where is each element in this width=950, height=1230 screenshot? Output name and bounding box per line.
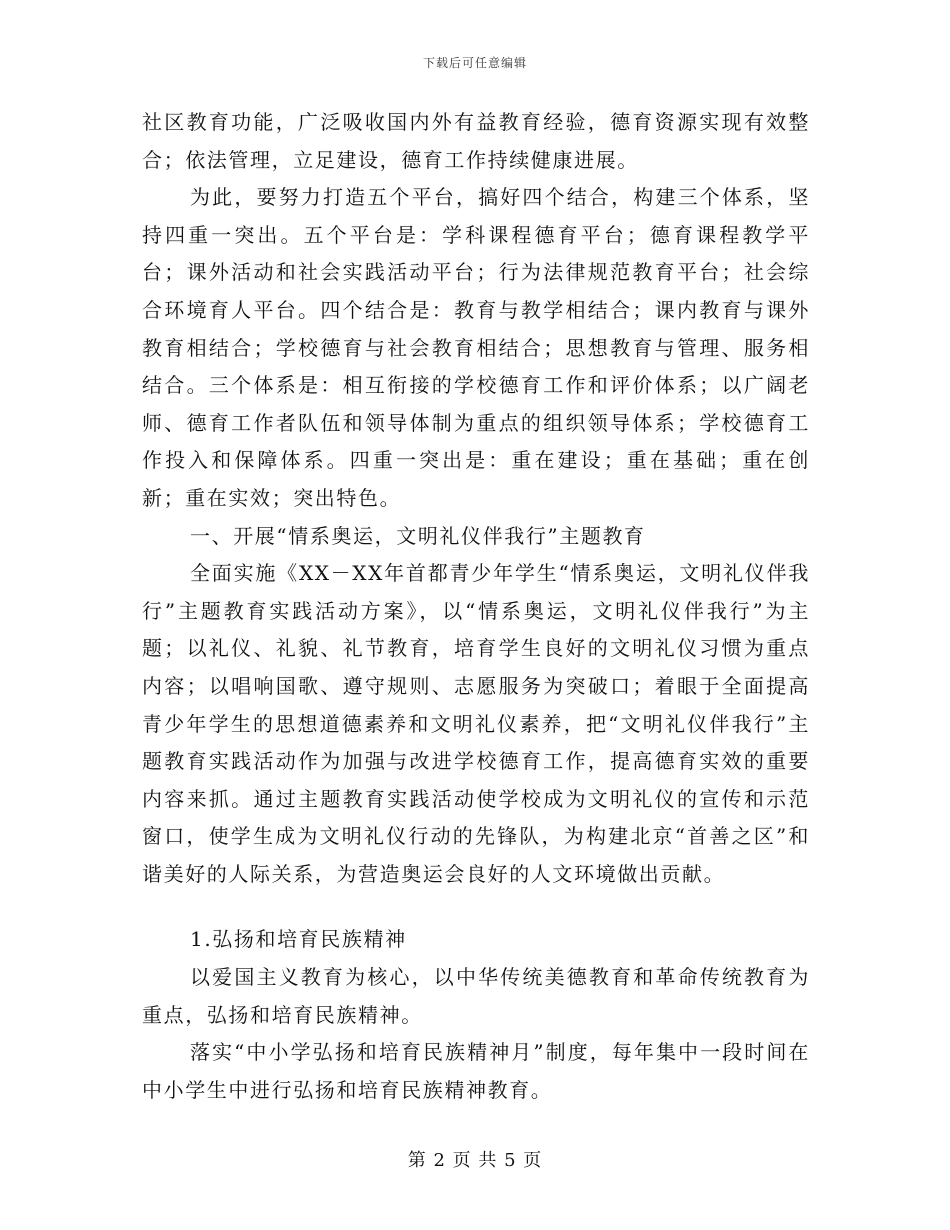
subsection-heading: 1.弘扬和培育民族精神 [190, 927, 407, 952]
page-number: 第 2 页 共 5 页 [407, 1150, 543, 1171]
page-header: 下载后可任意编辑 [422, 56, 527, 70]
section-heading: 一、开展“情系奥运，文明礼仪伴我行”主题教育 [190, 523, 646, 548]
paragraph-platforms: 为此，要努力打造五个平台，搞好四个结合，构建三个体系，坚持四重一突出。五个平台是：学科课程德育平台；德育课程教学平台；课外活动和社会实践活动平台；行为法律规范教育平台；社会综合环境育人平台。四个结合是：教育与教学相结合；课内教育与课外教育相结合；学校德育与社会教育相结合；思想教育与管理、服务相结合。三个体系是：相互衔接的学校德育工作和评价体系；以广阔老师、德育工作者队伍和领导体制为重点的组织领导体系；学校德育工作投入和保障体系。四重一突出是：重在建设；重在基础；重在创新；重在实效；突出特色。 [142, 185, 810, 510]
paragraph-patriotism: 以爱国主义教育为核心，以中华传统美德教育和革命传统教育为重点，弘扬和培育民族精神。 [142, 965, 810, 1027]
document-body [142, 104, 810, 1109]
paragraph-spirit-month: 落实“中小学弘扬和培育民族精神月”制度，每年集中一段时间在中小学生中进行弘扬和培育民族精神教育。 [142, 1040, 810, 1102]
paragraph-continuation: 社区教育功能，广泛吸收国内外有益教育经验，德育资源实现有效整合；依法管理，立足建设，德育工作持续健康进展。 [142, 110, 810, 172]
paragraph-theme-education: 全面实施《XX－XX年首都青少年学生“情系奥运，文明礼仪伴我行”主题教育实践活动方案》，以“情系奥运，文明礼仪伴我行”为主题；以礼仪、礼貌、礼节教育，培育学生良好的文明礼仪习惯为重点内容；以唱响国歌、遵守规则、志愿服务为突破口；着眼于全面提高青少年学生的思想道德素养和文明礼仪素养，把“文明礼仪伴我行”主题教育实践活动作为加强与改进学校德育工作，提高德育实效的重要内容来抓。通过主题教育实践活动使学校成为文明礼仪的宣传和示范窗口，使学生成为文明礼仪行动的先锋队，为构建北京“首善之区”和谐美好的人际关系，为营造奥运会良好的人文环境做出贡献。 [142, 561, 810, 886]
